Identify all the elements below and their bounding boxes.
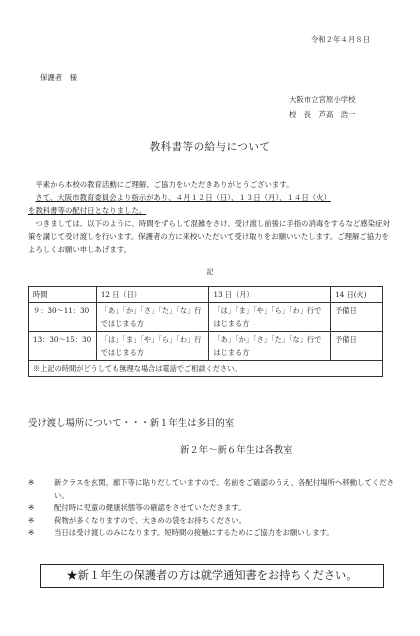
schedule-footnote-row [29, 361, 383, 377]
schedule-footnote: ※上記の時間がどうしても無理な場合は電話でご相談ください。 [29, 361, 383, 377]
handover-place-line2: 新２年～新６年生は各教室 [180, 445, 293, 456]
note-item [28, 477, 398, 502]
header-day13: 13 日（月） [209, 287, 331, 303]
document-title: 教科書等の給与について [149, 141, 271, 153]
schedule-table [28, 286, 383, 377]
boxed-notice: ★新１年生の保護者の方は就学通知書をお持ちください。 [40, 564, 384, 588]
schedule-header-row [29, 287, 383, 303]
sender-principal: 校 長 芦高 浩一 [289, 110, 356, 119]
note-text: 当日は受け渡しのみになります。短時間の接触にするためにご協力をお願いします。 [54, 528, 334, 537]
slot-day12: 「あ」「か」「さ」「た」「な」行ではじまる方 [96, 303, 209, 332]
document-date: 令和２年４月８日 [310, 35, 370, 44]
note-mark: ※ [28, 503, 35, 512]
note-mark: ※ [28, 528, 35, 537]
header-time: 時間 [29, 287, 97, 303]
header-day12: 12 日（日） [96, 287, 209, 303]
ki-heading: 記 [206, 268, 214, 276]
schedule-row [29, 332, 383, 361]
note-mark: ※ [28, 478, 35, 487]
slot-day14: 予備日 [331, 332, 383, 361]
slot-time: ９：30～11：30 [29, 303, 97, 332]
note-text: 荷物が多くなりますので、大きめの袋をお持ちください。 [54, 515, 247, 525]
recipient: 保護者 様 [40, 73, 77, 82]
body-paragraph-1: 平素から本校の教育活動にご理解、ご協力をいただきありがとうございます。 [35, 180, 294, 189]
body-paragraph-3: つきましては、以下のように、時間をずらして混雑をさけ、受け渡し前後に手指の消毒をするなど感染症対策を講じて受け渡しを行います。保護者の方に来校いただいて受け取りをお願いいたします。ご理解ご協力をよろしくお願い申しあげます。 [28, 219, 390, 254]
sender-school: 大阪市立宮原小学校 [289, 95, 356, 104]
body-paragraph-2 [28, 191, 396, 217]
handover-place-line1: 受け渡し場所について・・・新１年生は多目的室 [28, 418, 235, 429]
distribution-dates: さて、大阪市教育委員会より指示があり、４月１２日（日）、１３日（月）、１４日（火） [35, 193, 331, 202]
note-item [28, 527, 398, 540]
note-mark: ※ [28, 515, 35, 525]
note-item [28, 515, 398, 528]
note-text: 配付時に児童の健康状態等の確認をさせていただきます。 [54, 503, 246, 512]
slot-day14: 予備日 [331, 303, 383, 332]
slot-time: 13：30～15：30 [29, 332, 97, 361]
notes-list [28, 477, 398, 540]
slot-day13: 「あ」「か」「さ」「た」「な」行ではじまる方 [209, 332, 331, 361]
header-day14: 14 日(火) [331, 287, 383, 303]
slot-day12: 「は」「ま」「や」「ら」「わ」行ではじまる方 [96, 332, 209, 361]
note-item [28, 502, 398, 515]
slot-day13: 「は」「ま」「や」「ら」「わ」行ではじまる方 [209, 303, 331, 332]
body-text [28, 178, 396, 256]
note-text: 新クラスを玄関、廊下等に貼りだしていますので、名前をご確認のうえ、各配付場所へ移動してください。 [54, 478, 395, 500]
schedule-row [29, 303, 383, 332]
distribution-dates-cont: を教科書等の配付日となりました。 [28, 206, 147, 215]
